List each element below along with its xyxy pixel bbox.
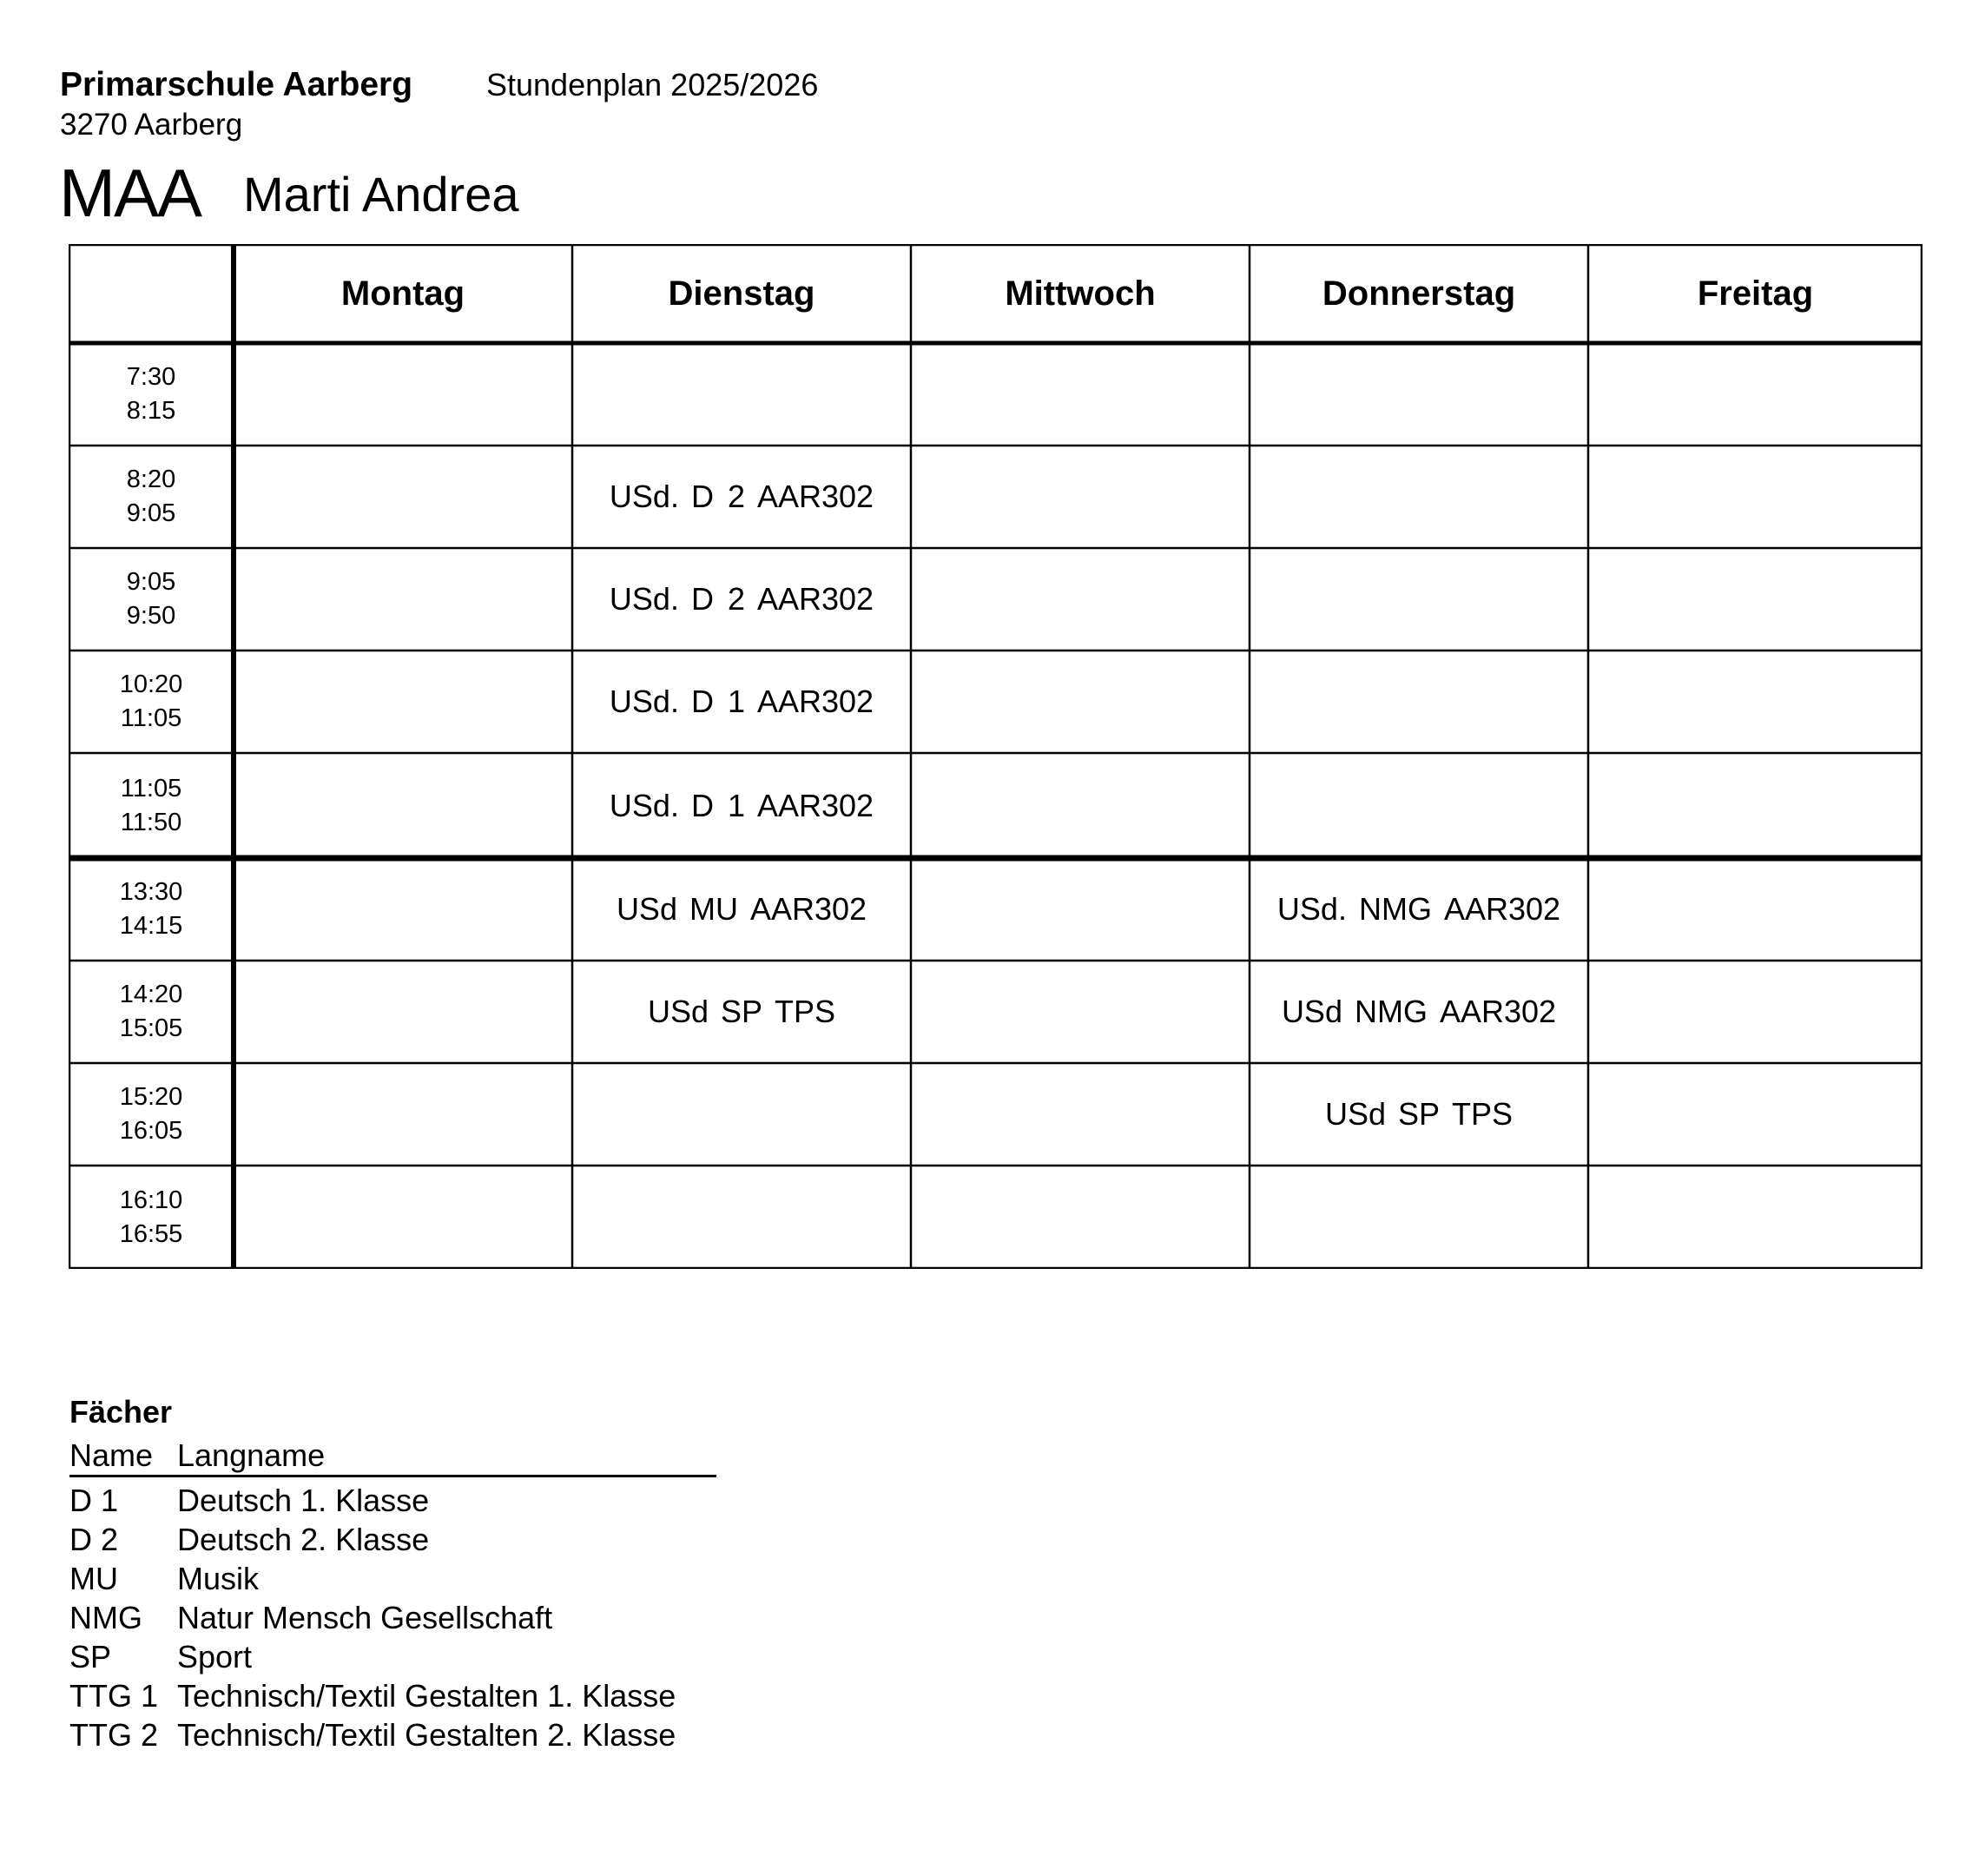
lesson-class: USd. (609, 479, 679, 514)
teacher-name: Marti Andrea (243, 167, 519, 221)
lesson-subject: D 1 (690, 787, 745, 823)
period-start-time: 9:05 (126, 568, 176, 596)
legend-item (69, 1637, 716, 1676)
legend-item-code: SP (69, 1639, 112, 1675)
legend-title: Fächer (69, 1394, 173, 1430)
period-end-time: 14:15 (119, 912, 183, 940)
period-time (69, 961, 234, 1063)
period-end-time: 9:50 (126, 602, 176, 630)
period-time (69, 1063, 234, 1166)
timetable (69, 244, 1923, 1269)
period-time (69, 1166, 234, 1269)
legend-item-name: Sport (177, 1639, 253, 1675)
legend-item-code: NMG (69, 1600, 142, 1635)
lesson-cell (1250, 858, 1588, 961)
legend-item-name: Natur Mensch Gesellschaft (177, 1600, 553, 1635)
period-end-time: 15:05 (119, 1014, 183, 1042)
period-start-time: 15:20 (119, 1083, 183, 1111)
day-header-mittwoch: Mittwoch (1005, 274, 1156, 313)
legend-item (69, 1559, 716, 1598)
period-start-time: 10:20 (119, 670, 183, 698)
period-end-time: 11:05 (120, 704, 182, 732)
lesson-room: AAR302 (1443, 891, 1561, 927)
legend-col-longname: Langname (177, 1437, 326, 1473)
lesson-room: TPS (1452, 1096, 1514, 1132)
legend-item (69, 1520, 716, 1559)
lesson-class: USd (616, 891, 677, 927)
timetable-grid (69, 244, 1923, 1269)
plan-title: Stundenplan 2025/2026 (486, 67, 819, 102)
day-header-dienstag: Dienstag (668, 274, 815, 313)
teacher-code: MAA (59, 155, 201, 231)
lesson-subject: SP (720, 994, 763, 1029)
lesson-cell (572, 858, 911, 961)
school-address: 3270 Aarberg (60, 108, 243, 142)
legend-item-name: Deutsch 1. Klasse (177, 1483, 430, 1518)
lesson-class: USd. (609, 581, 679, 617)
period-end-time: 16:05 (119, 1117, 183, 1145)
legend-item-code: D 2 (69, 1522, 119, 1557)
day-header-donnerstag: Donnerstag (1322, 274, 1516, 313)
lesson-room: AAR302 (756, 787, 874, 823)
lesson-subject: NMG (1358, 891, 1432, 927)
period-start-time: 16:10 (119, 1186, 183, 1214)
legend-header (69, 1436, 716, 1477)
legend-col-name: Name (69, 1437, 154, 1473)
legend-item-code: MU (69, 1561, 118, 1596)
lesson-cell (572, 753, 911, 858)
legend-item-code: TTG 2 (69, 1717, 159, 1753)
period-time (69, 753, 234, 858)
lesson-subject: D 2 (690, 581, 745, 617)
period-end-time: 11:50 (120, 808, 182, 836)
lesson-subject: MU (689, 891, 738, 927)
legend-item (69, 1598, 716, 1637)
day-header-freitag: Freitag (1697, 274, 1814, 313)
period-start-time: 8:20 (126, 466, 176, 493)
legend-item-code: D 1 (69, 1483, 119, 1518)
legend-item (69, 1676, 716, 1715)
lesson-room: AAR302 (756, 479, 874, 514)
lesson-cell (572, 961, 911, 1063)
period-start-time: 13:30 (119, 878, 183, 906)
lesson-room: AAR302 (749, 891, 867, 927)
lesson-class: USd. (609, 787, 679, 823)
lesson-room: AAR302 (756, 684, 874, 719)
lesson-room: AAR302 (1439, 994, 1557, 1029)
legend-item-name: Deutsch 2. Klasse (177, 1522, 430, 1557)
lesson-cell (1250, 1063, 1588, 1166)
period-end-time: 8:15 (126, 397, 176, 425)
period-time (69, 858, 234, 961)
lesson-class: USd. (1276, 891, 1347, 927)
legend-item-name: Musik (177, 1561, 260, 1596)
period-start-time: 7:30 (126, 363, 176, 391)
legend-item-name: Technisch/Textil Gestalten 2. Klasse (177, 1717, 676, 1753)
lesson-cell (572, 548, 911, 651)
period-time (69, 343, 234, 446)
period-time (69, 651, 234, 753)
period-start-time: 14:20 (119, 981, 183, 1008)
lesson-cell (1250, 961, 1588, 1063)
period-start-time: 11:05 (120, 774, 182, 803)
period-end-time: 9:05 (126, 499, 176, 527)
school-name: Primarschule Aarberg (60, 66, 413, 103)
subject-legend (69, 1394, 716, 1754)
period-end-time: 16:55 (119, 1219, 183, 1248)
lesson-subject: D 2 (690, 479, 745, 514)
day-header-montag: Montag (340, 274, 465, 313)
legend-item (69, 1715, 716, 1754)
lesson-subject: D 1 (690, 684, 745, 719)
legend-item-code: TTG 1 (69, 1678, 159, 1714)
lesson-cell (572, 446, 911, 548)
lesson-class: USd. (609, 684, 679, 719)
legend-item (69, 1481, 716, 1520)
lesson-subject: NMG (1354, 994, 1428, 1029)
lesson-cell (572, 651, 911, 753)
period-time (69, 548, 234, 651)
lesson-room: TPS (775, 994, 836, 1029)
lesson-subject: SP (1397, 1096, 1441, 1132)
lesson-class: USd (1324, 1096, 1386, 1132)
legend-item-name: Technisch/Textil Gestalten 1. Klasse (177, 1678, 676, 1714)
period-time (69, 446, 234, 548)
lesson-class: USd (647, 994, 709, 1029)
lesson-class: USd (1281, 994, 1342, 1029)
lesson-room: AAR302 (756, 581, 874, 617)
